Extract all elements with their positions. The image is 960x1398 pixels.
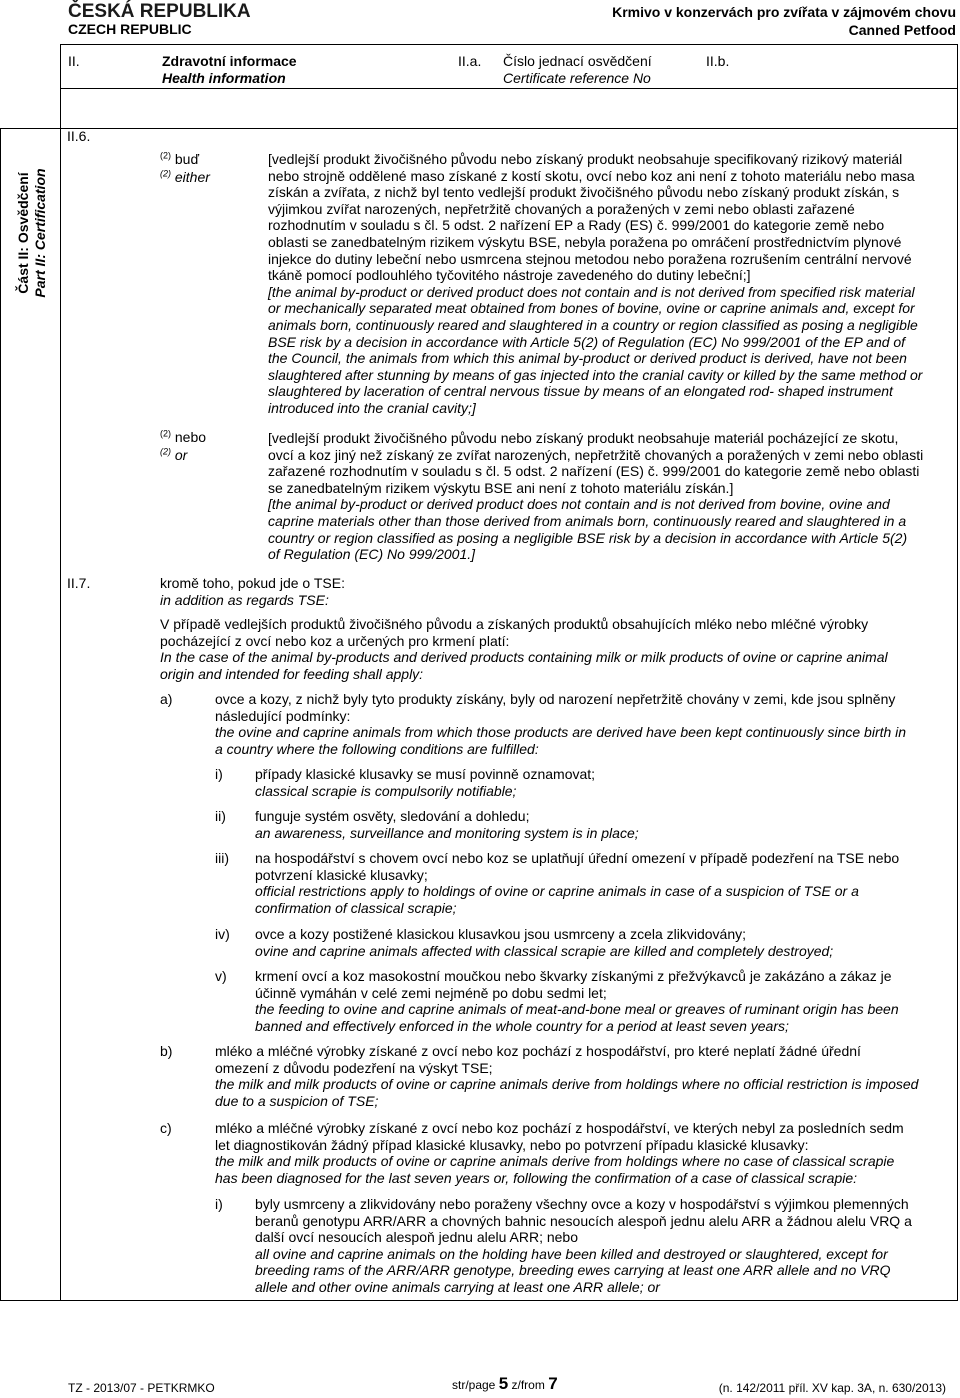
text-block [215,1120,955,1153]
text-line: následující podmínky: [215,707,351,724]
item-c-label: c) [160,1120,172,1136]
text-line: the ovine and caprine animals from which those products are derived have been kept continuously since birth in [215,724,907,741]
text-line: V případě vedlejších produktů živočišného původu a získaných produktů obsahujících mléko nebo mléčné výrobky [160,616,869,632]
health-info-en: Health information [162,70,286,86]
text-line: the Council, the animals from which this animal by-product or derived product is derived, have not been [268,350,907,367]
text-line: of Regulation (EC) No 999/2001.] [268,546,476,563]
table-left-border [60,44,61,1301]
text-line: confirmation of classical scrapie; [255,899,457,916]
text-line: zařazené rozhodnutím v souladu s čl. 5 odst. 2 nařízení (ES) č. 999/2001 do kategorie země nebo oblasti [268,463,920,480]
text-block [215,1076,955,1109]
text-line: the feeding to ovine and caprine animals of meat-and-bone meal or greaves of ruminant origin has been [255,1001,899,1018]
side-label-en: Part II: Certification [32,168,48,298]
product-title-cs: Krmivo v konzervách pro zvířata v zájmovém chovu [612,4,956,20]
text-block [255,850,955,883]
text-block [255,943,955,960]
text-line: In the case of the animal by-products and derived products containing milk or milk products of ovine or caprine animal [160,649,888,666]
text-line: na hospodářství s chovem ovcí nebo koz se uplatňují úřední omezení v případě podezření na TSE nebo [255,850,900,866]
side-label [14,168,50,298]
page-total: 7 [548,1374,558,1393]
item-b-label: b) [160,1043,173,1059]
text-line: funguje systém osvěty, sledování a dohledu; [255,808,530,824]
footer-legal-ref: (n. 142/2011 příl. XV kap. 3A, n. 630/2013) [718,1381,946,1395]
either-cs: buď [174,151,200,167]
table-top-border [60,44,958,45]
item-b-text [215,1043,955,1109]
text-block [255,825,955,842]
section-7-number: II.7. [67,575,91,591]
either-en: either [174,169,210,185]
ref-label-en: Certificate reference No [503,70,651,86]
item-a-text [215,691,955,757]
text-line: mléko a mléčné výrobky získané z ovcí nebo koz pochází z hospodářství, pro které neplatí žádné úřední [215,1043,861,1059]
footnote-ref: (2) [160,446,171,457]
table-mid-border [60,88,958,89]
text-line: další ovcí nesoucích alespoň jednu alelu ARR; nebo [255,1229,578,1246]
section-7-heading [160,575,345,608]
text-block [268,151,954,284]
section-6-number: II.6. [67,128,91,144]
text-block [268,430,954,496]
sub-i-label: i) [215,766,223,782]
or-cs: nebo [174,429,207,445]
section-7-intro [160,616,955,682]
text-line: nebo strojně oddělené maso získané z kostí skotu, ovcí nebo koz ani není z tohoto materiálu nebo masa [268,167,915,184]
text-line: [the animal by-product or derived product does not contain and is not derived from bovine, ovine and [268,496,890,513]
text-line: případy klasické klusavky se musí povinně oznamovat; [255,766,596,782]
text-block [268,496,954,562]
text-line: ovce a kozy, z nichž byly tyto produkty získány, byly od narození nepřetržitě chovány v zemi, kde jsou splněny [215,691,896,707]
text-line: BSE risk by a decision in accordance with Article 5(2) of Regulation (EC) No 999/2001 of the EP and of [268,333,906,350]
side-label-cs: Část II: Osvědčení [15,172,31,294]
text-block [255,1001,955,1034]
sub-iii-label: iii) [215,850,229,866]
text-line: the milk and milk products of ovine or caprine animals derive from holdings where no case of classical scrapie [215,1153,895,1170]
text-line: potvrzení klasické klusavky; [255,866,428,883]
text-line: mléko a mléčné výrobky získané z ovcí nebo koz pochází z hospodářství, ve kterých nebyl za posledních sedm [215,1120,904,1136]
text-block [215,1153,955,1186]
sub-iii-text [255,850,955,916]
text-line: animals born, continuously reared and slaughtered in a country or region classified as posing a negligible [268,316,918,333]
footnote-ref: (2) [160,168,171,179]
sub-c-i-text [255,1196,955,1296]
table-right-border [957,44,958,1301]
footnote-ref: (2) [160,428,171,439]
text-line: ovce a kozy postižené klasickou klusavkou jsou usmrceny a zcela zlikvidovány; [255,926,747,942]
text-line: tkáně pomocí podlouhlého tyčovitého nástroje zavedeného do dutiny lebeční;] [268,267,751,284]
text-line: classical scrapie is compulsorily notifiable; [255,782,517,799]
text-line: [vedlejší produkt živočišného původu nebo získaný produkt neobsahuje materiál pocházející ze skotu, [268,430,899,446]
text-line: has been diagnosed for the last seven years or, following the confirmation of a case of classical scrapie: [215,1169,858,1186]
text-line: [the animal by-product or derived product does not contain and is not derived from specified risk material [268,283,915,300]
text-block [255,783,955,800]
text-line: an awareness, surveillance and monitoring system is in place; [255,824,639,841]
sub-c-i-label: i) [215,1196,223,1212]
option-either-text [268,151,954,417]
text-line: official restrictions apply to holdings of ovine or caprine animals in case of a suspicion of TSE or a [255,883,859,900]
text-line: pocházející z ovcí nebo koz a určených pro krmení platí: [160,632,510,649]
text-line: the milk and milk products of ovine or caprine animals derive from holdings where no official restriction is imposed [215,1076,919,1093]
section-b-number: II.b. [706,53,730,69]
text-line: ovcí a koz jiný než získaný ze zvířat narozených, nepřetržitě chovaných a poražených v zemi nebo oblasti [268,446,924,463]
text-line: byly usmrceny a zlikvidovány nebo poraženy všechny ovce a kozy v hospodářství s výjimkou plemenných [255,1196,909,1212]
text-block [215,724,955,757]
text-line: introduced into the cranial cavity;] [268,399,476,416]
text-line: krmení ovcí a koz masokostní moučkou nebo škvarky získanými z přežvýkavců je zakázáno a zákaz je [255,968,892,984]
health-info-cs: Zdravotní informace [162,53,297,69]
text-line: let diagnostikován žádný případ klasické klusavky, nebo po potvrzení případu klasické klusavky: [215,1136,809,1153]
or-en: or [174,447,188,463]
text-line: country or region classified as posing a negligible BSE risk by a decision in accordance with Article 5(2) [268,529,908,546]
text-line: caprine materials other than those derived from animals born, continuously reared and slaughtered in a [268,512,907,529]
text-line: ovine and caprine animals affected with classical scrapie are killed and completely destroyed; [255,942,834,959]
page-number: 5 [498,1374,509,1393]
text-block [255,808,955,825]
text-block [160,649,955,682]
sub-i-text [255,766,955,799]
sub-iv-label: iv) [215,926,230,942]
table-foot-border [0,1300,958,1301]
sub-ii-label: ii) [215,808,226,824]
page-label: str/page [452,1378,496,1392]
text-line: due to a suspicion of TSE; [215,1092,379,1109]
text-line: all ovine and caprine animals on the holding have been killed and destroyed or slaughtered, except for [255,1245,888,1262]
text-line: rozhodnutím v souladu s čl. 5 odst. 2 nařízení EP a Rady (ES) č. 999/2001 do kategorie země nebo [268,217,885,234]
side-left-border [0,128,1,1301]
product-title-en: Canned Petfood [848,22,956,38]
text-line: se zanedbatelným rizikem výskytu BSE ani není z tohoto materiálu získán.] [268,479,734,496]
text-line: získán a zvířata, z nichž byl tento vedlejší produkt živočišného původu nebo získaný produkt získán, s [268,184,900,201]
footnote-ref: (2) [160,150,171,161]
text-line: allele and other ovine animals carrying at least one ARR allele; or [255,1278,660,1295]
sub-v-text [255,968,955,1034]
option-either-label [160,150,210,186]
option-or-label [160,428,206,464]
page-of-label: z/from [511,1378,545,1392]
item-a-label: a) [160,691,173,707]
section-7-heading-en: in addition as regards TSE: [160,591,329,608]
text-line: slaughtered after stunning by means of gas injected into the cranial cavity or killed by the same method or [268,366,923,383]
text-line: oblasti se zanedbatelným rizikem výskytu BSE, nebyla poražena po omráčení prostřednictvím plynové [268,233,902,250]
text-line: beranů genotypu ARR/ARR a chovných bahnic nesoucích alespoň jednu alelu ARR a žádnou alelu VRQ a [255,1212,912,1229]
footer-page [452,1376,558,1393]
text-line: slaughtered by laceration of central nervous tissue by means of an elongated rod- shaped instrument [268,383,893,400]
text-block [255,1246,955,1296]
text-line: a country where the following conditions are fulfilled: [215,740,539,757]
country-subtitle: CZECH REPUBLIC [68,21,192,37]
text-block [255,1196,955,1246]
text-block [215,691,955,724]
sub-iv-text [255,926,955,959]
option-or-text [268,430,954,563]
text-line: výjimkou zvířat narozených, nepřetržitě chovaných a poražených v zemi nebo oblasti zařazené [268,200,855,217]
text-block [255,766,955,783]
part-number: II. [68,53,80,69]
text-block [215,1043,955,1076]
text-line: banned and effectively enforced in the whole country for a period at least seven years; [255,1017,789,1034]
sub-v-label: v) [215,968,227,984]
product-title [612,3,956,39]
text-line: omezení z důvodu podezření na výskyt TSE; [215,1059,493,1076]
text-block [255,968,955,1001]
text-block [255,926,955,943]
text-line: [vedlejší produkt živočišného původu nebo získaný produkt neobsahuje specifikovaný rizikový materiál [268,151,903,167]
ref-label-cs: Číslo jednací osvědčení [503,53,652,69]
text-block [255,883,955,916]
text-line: injekce do dutiny lebeční nebo usmrcena stejnou metodou nebo poražena rozrušením centrální nervové [268,250,912,267]
text-line: or mechanically separated meat obtained from bones of bovine, ovine or caprine animals and, except for [268,300,915,317]
text-line: origin and intended for feeding shall apply: [160,665,424,682]
text-block [160,616,955,649]
text-line: breeding rams of the ARR/ARR genotype, breeding ewes carrying at least one ARR allele and no VRQ [255,1262,891,1279]
footer-doc-code: TZ - 2013/07 - PETKRMKO [68,1381,215,1395]
sub-ii-text [255,808,955,841]
text-line: účinně vymáhán v celé zemi nejméně po dobu sedmi let; [255,984,607,1001]
text-block [268,284,954,417]
item-c-text [215,1120,955,1186]
ref-number: II.a. [458,53,482,69]
section-7-heading-cs: kromě toho, pokud jde o TSE: [160,575,345,591]
table-bottom-border [0,128,958,129]
country-title: ČESKÁ REPUBLIKA [68,1,251,22]
